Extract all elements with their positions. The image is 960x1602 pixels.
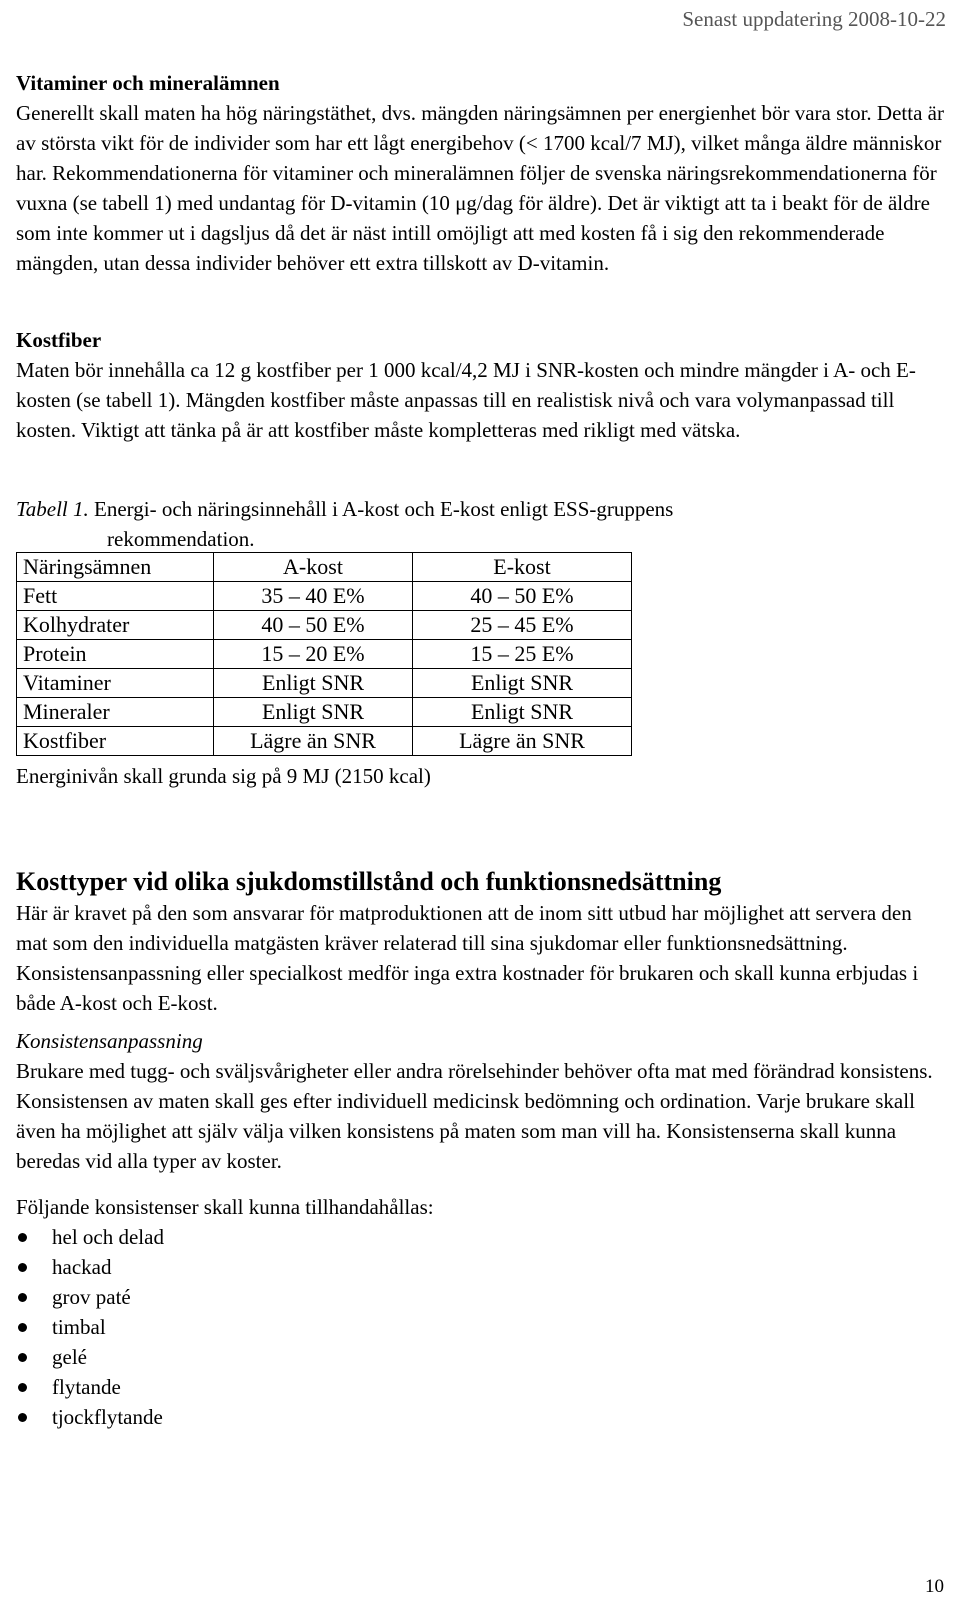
- list-item: flytande: [16, 1372, 616, 1402]
- bullet-icon: [18, 1323, 27, 1332]
- section-body: Generellt skall maten ha hög näringstäthet, dvs. mängden näringsämnen per energienhet bör vara stor. Detta är av största vikt för de individer som har ett lågt energibehov (< 1700 kcal/7 MJ), vilket många äldre människor har. Rekommendationerna för vitaminer och mineralämnen följer de svenska näringsrekommendationerna för vuxna (se tabell 1) med undantag för D-vitamin (10 μg/dag för äldre). Det är viktigt att ta i beakt för de äldre som inte kommer ut i dagsljus då det är näst intill omöjligt att med kosten få i sig den rekommenderade mängden, utan dessa individer behöver ett extra tillskott av D-vitamin.: [16, 101, 944, 275]
- section-kostfiber: [16, 325, 926, 445]
- table-row: [17, 698, 632, 727]
- table-cell: Protein: [17, 640, 214, 669]
- list-item: tjockflytande: [16, 1402, 616, 1432]
- consistency-list: [16, 1222, 616, 1432]
- table-row: [17, 640, 632, 669]
- section-body: Maten bör innehålla ca 12 g kostfiber per 1 000 kcal/4,2 MJ i SNR-kosten och mindre mängder i A- och E-kosten (se tabell 1). Mängden kostfiber måste anpassas till en realistisk nivå och vara volymanpassad till kosten. Viktigt att tänka på är att kostfiber måste kompletteras med rikligt med vätska.: [16, 358, 916, 442]
- table-cell: 35 – 40 E%: [214, 582, 413, 611]
- section-kosttyper: [16, 866, 946, 1018]
- table-cell: Vitaminer: [17, 669, 214, 698]
- table-note: Energinivån skall grunda sig på 9 MJ (2150 kcal): [16, 764, 431, 788]
- section-konsistens: [16, 1026, 946, 1176]
- bullet-icon: [18, 1353, 27, 1362]
- table-cell: Fett: [17, 582, 214, 611]
- section-body: Brukare med tugg- och sväljsvårigheter eller andra rörelsehinder behöver ofta mat med förändrad konsistens. Konsistensen av maten skall ges efter individuell medicinsk bedömning och ordination. Varje brukare skall även ha möjlighet att själv välja vilken konsistens på maten som man vill ha. Konsistenserna skall kunna beredas vid alla typer av koster.: [16, 1059, 933, 1173]
- section-vitaminer: [16, 68, 946, 278]
- table-cell: 40 – 50 E%: [413, 582, 632, 611]
- consistency-list-intro: Följande konsistenser skall kunna tillhandahållas:: [16, 1195, 434, 1219]
- table-label: Tabell 1.: [16, 497, 89, 521]
- section-heading: Kostfiber: [16, 328, 102, 352]
- table-caption: [16, 494, 946, 554]
- table-cell: Enligt SNR: [413, 698, 632, 727]
- table-cell: Kostfiber: [17, 727, 214, 756]
- table-cell: Enligt SNR: [214, 698, 413, 727]
- table-header-row: [17, 553, 632, 582]
- table-cell: Lägre än SNR: [413, 727, 632, 756]
- header-cell: E-kost: [413, 553, 632, 582]
- table-cell: 25 – 45 E%: [413, 611, 632, 640]
- table-caption-line1: Energi- och näringsinnehåll i A-kost och E-kost enligt ESS-gruppens: [94, 497, 674, 521]
- table-cell: Enligt SNR: [214, 669, 413, 698]
- table-row: [17, 611, 632, 640]
- table-cell: Lägre än SNR: [214, 727, 413, 756]
- bullet-icon: [18, 1233, 27, 1242]
- section-heading: Kosttyper vid olika sjukdomstillstånd och funktionsnedsättning: [16, 867, 722, 896]
- table-cell: 15 – 20 E%: [214, 640, 413, 669]
- section-body: Här är kravet på den som ansvarar för matproduktionen att de inom sitt utbud har möjlighet att servera den mat som den individuella matgästen kräver relaterad till sina sjukdomar eller funktionsnedsättning. Konsistensanpassning eller specialkost medför inga extra kostnader för brukaren och skall kunna erbjudas i både A-kost och E-kost.: [16, 901, 919, 1015]
- table-row: [17, 582, 632, 611]
- header-cell: A-kost: [214, 553, 413, 582]
- list-item: gelé: [16, 1342, 616, 1372]
- list-item: timbal: [16, 1312, 616, 1342]
- section-heading: Konsistensanpassning: [16, 1029, 203, 1053]
- bullet-icon: [18, 1413, 27, 1422]
- table-row: [17, 669, 632, 698]
- bullet-icon: [18, 1293, 27, 1302]
- updated-date: Senast uppdatering 2008-10-22: [682, 7, 946, 31]
- table-cell: 40 – 50 E%: [214, 611, 413, 640]
- table-cell: Mineraler: [17, 698, 214, 727]
- list-item: hel och delad: [16, 1222, 616, 1252]
- nutrition-table: [16, 552, 632, 756]
- table-row: [17, 727, 632, 756]
- bullet-icon: [18, 1263, 27, 1272]
- table-cell: Enligt SNR: [413, 669, 632, 698]
- table-caption-line2: rekommendation.: [107, 527, 255, 551]
- bullet-icon: [18, 1383, 27, 1392]
- table-cell: 15 – 25 E%: [413, 640, 632, 669]
- list-item: hackad: [16, 1252, 616, 1282]
- table-cell: Kolhydrater: [17, 611, 214, 640]
- header-cell: Näringsämnen: [17, 553, 214, 582]
- list-item: grov paté: [16, 1282, 616, 1312]
- page-number: 10: [925, 1576, 944, 1597]
- section-heading: Vitaminer och mineralämnen: [16, 71, 280, 95]
